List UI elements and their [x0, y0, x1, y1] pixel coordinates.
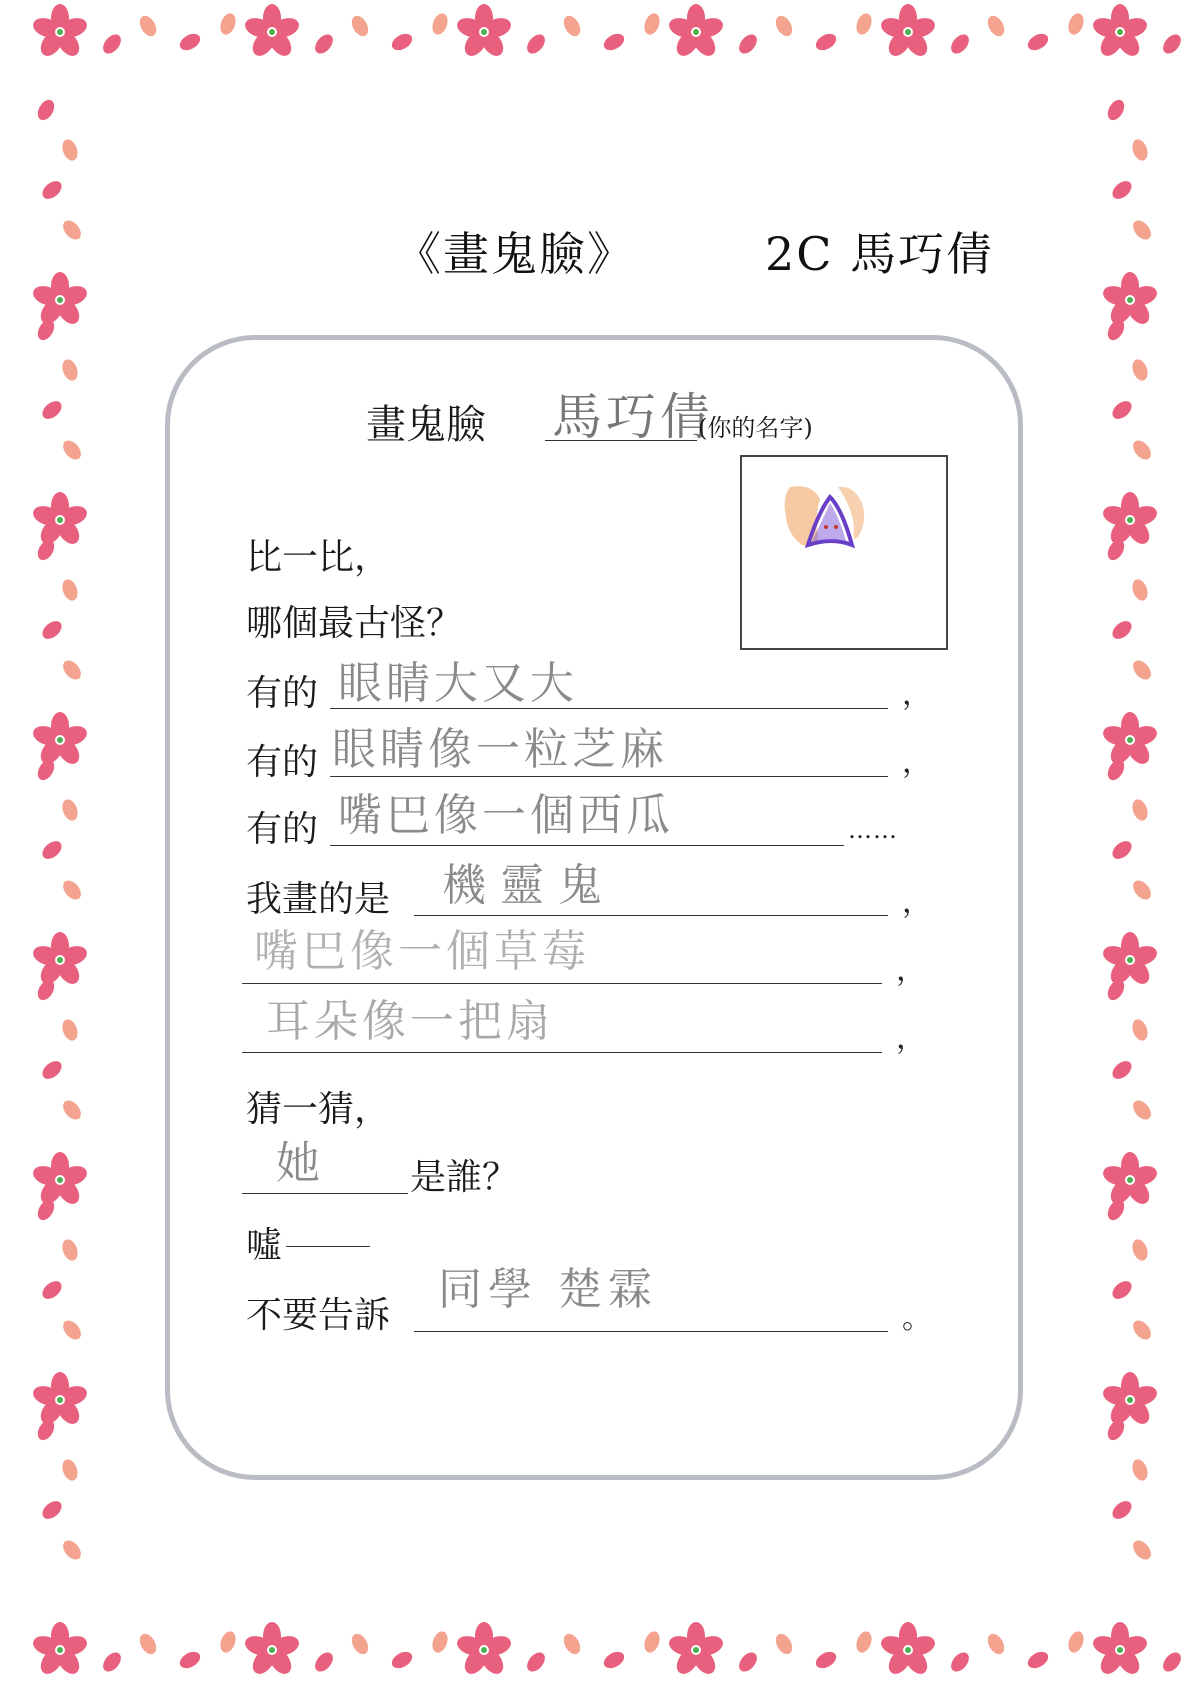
petal-icon	[1160, 31, 1185, 57]
ellipsis: ……	[848, 816, 898, 844]
flower-icon	[31, 272, 90, 328]
petal-icon	[60, 1097, 85, 1123]
flower-icon	[31, 712, 90, 768]
flower-icon	[455, 1622, 514, 1678]
period: 。	[902, 1301, 932, 1336]
petal-icon	[136, 1631, 159, 1657]
flower-icon	[1101, 492, 1160, 548]
comma-4: ，	[896, 953, 926, 988]
petal-icon	[813, 1648, 839, 1671]
flower-icon	[1101, 272, 1160, 328]
petal-icon	[1025, 30, 1051, 53]
petal-icon	[60, 797, 81, 822]
worksheet-heading: 《畫鬼臉》	[395, 227, 635, 281]
flower-icon	[31, 1622, 90, 1678]
flower-icon	[1101, 712, 1160, 768]
petal-icon	[312, 1649, 337, 1675]
shh-dash	[286, 1246, 370, 1247]
comma-3: ，	[902, 885, 932, 920]
who-suffix: 是誰？	[410, 1157, 519, 1198]
answer-6-line	[242, 1052, 882, 1053]
flower-icon	[31, 1152, 90, 1208]
flower-icon	[1101, 1152, 1160, 1208]
petal-icon	[218, 11, 239, 36]
draw-prefix: 我畫的是	[246, 879, 391, 920]
petal-icon	[218, 1629, 239, 1654]
name-hint: (你的名字)	[698, 414, 813, 442]
petal-icon	[1130, 1457, 1151, 1482]
petal-icon	[1130, 137, 1151, 162]
flower-icon	[667, 4, 726, 60]
petal-icon	[430, 1629, 451, 1654]
worksheet-title: 畫鬼臉	[366, 402, 486, 448]
petal-icon	[560, 13, 583, 39]
comma-5: ，	[896, 1021, 926, 1056]
petal-icon	[601, 30, 627, 53]
petal-icon	[39, 398, 65, 423]
petal-icon	[60, 657, 85, 683]
line-guess: 猜一猜，	[246, 1089, 391, 1130]
petal-icon	[39, 178, 65, 203]
petal-icon	[1130, 1537, 1155, 1563]
flower-icon	[1101, 1372, 1160, 1428]
answer-1-line	[330, 708, 888, 709]
flower-icon	[243, 4, 302, 60]
petal-icon	[772, 1631, 795, 1657]
answer-2-line	[330, 776, 888, 777]
petal-icon	[60, 1237, 81, 1262]
petal-icon	[60, 1537, 85, 1563]
petal-icon	[948, 31, 973, 57]
flower-icon	[455, 4, 514, 60]
petal-icon	[1130, 877, 1155, 903]
petal-icon	[136, 13, 159, 39]
comma-2: ，	[902, 745, 932, 780]
answer-8: 同學 楚霖	[438, 1264, 658, 1315]
flower-icon	[1101, 932, 1160, 988]
petal-icon	[60, 1017, 81, 1042]
flower-icon	[667, 1622, 726, 1678]
comma-1: ，	[902, 677, 932, 712]
petal-icon	[1130, 357, 1151, 382]
petal-icon	[60, 577, 81, 602]
petal-icon	[348, 1631, 371, 1657]
petal-icon	[524, 1649, 549, 1675]
petal-icon	[1066, 11, 1087, 36]
line-which-strange: 哪個最古怪？	[246, 603, 463, 644]
answer-3-line	[330, 845, 844, 846]
petal-icon	[1130, 217, 1155, 243]
prefix-some-1: 有的	[246, 673, 319, 714]
answer-7-line	[242, 1193, 408, 1194]
flower-icon	[31, 932, 90, 988]
flower-icon	[31, 492, 90, 548]
petal-icon	[100, 31, 125, 57]
petal-icon	[39, 618, 65, 643]
petal-icon	[177, 1648, 203, 1671]
answer-2: 眼睛像一粒芝麻	[332, 724, 668, 775]
petal-icon	[1130, 1237, 1151, 1262]
answer-7: 她	[276, 1138, 324, 1189]
flower-icon	[31, 1372, 90, 1428]
petal-icon	[1109, 838, 1135, 863]
petal-icon	[1109, 618, 1135, 643]
flower-icon	[1091, 4, 1150, 60]
petal-icon	[1130, 797, 1151, 822]
answer-3: 嘴巴像一個西瓜	[338, 790, 674, 841]
petal-icon	[312, 31, 337, 57]
petal-icon	[60, 1457, 81, 1482]
petal-icon	[854, 1629, 875, 1654]
petal-icon	[984, 1631, 1007, 1657]
petal-icon	[1130, 577, 1151, 602]
petal-icon	[772, 13, 795, 39]
petal-icon	[524, 31, 549, 57]
petal-icon	[1109, 398, 1135, 423]
answer-6: 耳朵像一把扇	[266, 996, 554, 1047]
petal-icon	[560, 1631, 583, 1657]
answer-8-line	[414, 1331, 888, 1332]
petal-icon	[642, 11, 663, 36]
ghost-face-drawing	[740, 455, 948, 650]
flower-icon	[879, 4, 938, 60]
petal-icon	[1109, 1498, 1135, 1523]
petal-icon	[1104, 97, 1127, 123]
petal-icon	[1130, 1017, 1151, 1042]
answer-4-line	[414, 915, 888, 916]
petal-icon	[1025, 1648, 1051, 1671]
petal-icon	[39, 1278, 65, 1303]
answer-1: 眼睛大又大	[338, 658, 578, 709]
petal-icon	[60, 437, 85, 463]
petal-icon	[60, 357, 81, 382]
petal-icon	[177, 30, 203, 53]
petal-icon	[1066, 1629, 1087, 1654]
petal-icon	[813, 30, 839, 53]
petal-icon	[1160, 1649, 1185, 1675]
petal-icon	[34, 97, 57, 123]
class-and-student-name: 2C 馬巧倩	[765, 227, 995, 281]
petal-icon	[736, 1649, 761, 1675]
dont-tell: 不要告訴	[246, 1295, 391, 1336]
petal-icon	[348, 13, 371, 39]
petal-icon	[1109, 1058, 1135, 1083]
prefix-some-2: 有的	[246, 742, 319, 783]
flower-icon	[243, 1622, 302, 1678]
petal-icon	[736, 31, 761, 57]
flower-icon	[879, 1622, 938, 1678]
petal-icon	[389, 1648, 415, 1671]
petal-icon	[39, 838, 65, 863]
petal-icon	[1130, 1317, 1155, 1343]
flower-icon	[1091, 1622, 1150, 1678]
petal-icon	[984, 13, 1007, 39]
petal-icon	[60, 1317, 85, 1343]
petal-icon	[60, 217, 85, 243]
petal-icon	[39, 1498, 65, 1523]
prefix-some-3: 有的	[246, 809, 319, 850]
petal-icon	[60, 137, 81, 162]
face-drawing	[742, 457, 946, 648]
petal-icon	[642, 1629, 663, 1654]
petal-icon	[854, 11, 875, 36]
flower-icon	[31, 4, 90, 60]
name-answer: 馬巧倩	[552, 388, 714, 446]
shh: 噓	[246, 1225, 283, 1266]
petal-icon	[430, 11, 451, 36]
petal-icon	[1130, 657, 1155, 683]
petal-icon	[948, 1649, 973, 1675]
petal-icon	[60, 877, 85, 903]
petal-icon	[389, 30, 415, 53]
petal-icon	[100, 1649, 125, 1675]
answer-5-line	[242, 983, 882, 984]
petal-icon	[1130, 1097, 1155, 1123]
petal-icon	[39, 1058, 65, 1083]
name-underline	[545, 440, 697, 441]
petal-icon	[1109, 1278, 1135, 1303]
petal-icon	[601, 1648, 627, 1671]
petal-icon	[1130, 437, 1155, 463]
answer-4: 機靈鬼	[442, 860, 616, 911]
answer-5: 嘴巴像一個草莓	[254, 926, 590, 977]
petal-icon	[1109, 178, 1135, 203]
line-compare: 比一比，	[246, 537, 391, 578]
